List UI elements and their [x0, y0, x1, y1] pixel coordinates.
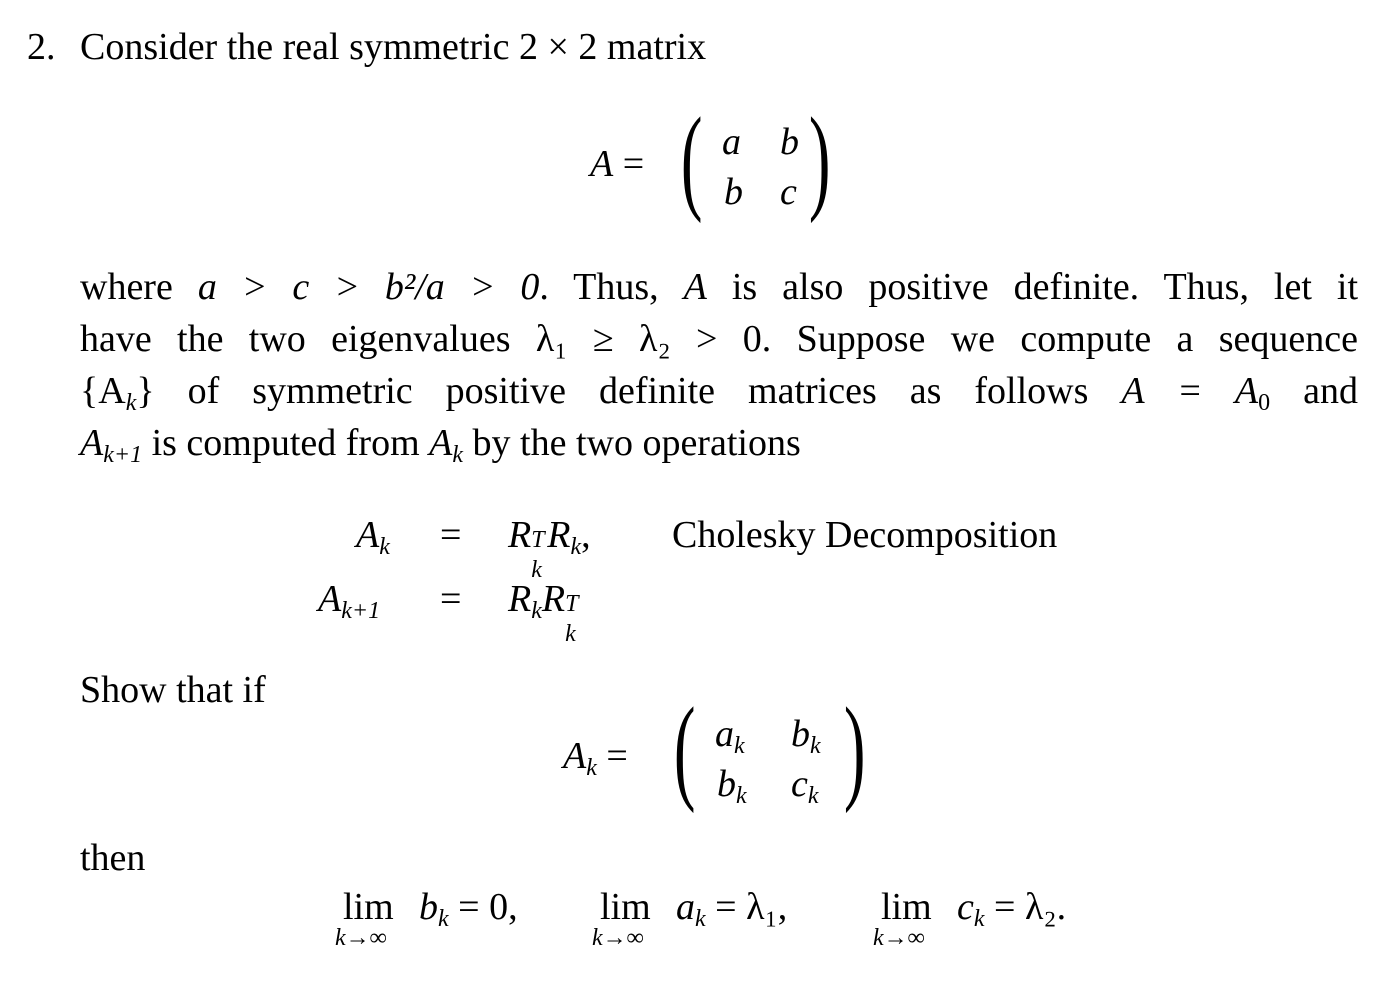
operation-row-1-eq: = [440, 514, 462, 556]
limit-ak-expr: $a_k = \lambda_1$, [676, 886, 788, 932]
matrix-ak-entry-21: $b_k$ [717, 763, 747, 809]
limit-ak-op: lim [600, 886, 651, 928]
paragraph-line-4: $A_{k+1}$ is computed from $A_k$ by the two operations [80, 422, 801, 468]
matrix-a-entry-11: a [722, 121, 741, 163]
then-label: then [80, 837, 146, 879]
paragraph-line-3: $\{A_k\}$ of symmetric positive definite matrices as follows $A = A_0$ and [80, 370, 1358, 416]
limit-ck-op: lim [881, 886, 932, 928]
limit-ck-under: k→∞ [873, 925, 925, 951]
matrix-a-left-paren: ( [680, 93, 703, 224]
matrix-a-right-paren: ) [808, 93, 831, 224]
matrix-ak-entry-11: $a_k$ [715, 713, 745, 759]
operation-row-2-lhs: $A_{k+1}$ [318, 578, 381, 624]
paragraph-line-1: where a > c > b²/a > 0. Thus, A is also positive definite. Thus, let it [80, 266, 1358, 308]
limit-ak [592, 885, 852, 965]
operation-row-1-rhs: R T k $R_k$, [508, 514, 591, 583]
matrix-ak-entry-12: $b_k$ [791, 713, 821, 759]
matrix-ak-left-paren: ( [673, 683, 696, 814]
limit-ck-expr: $c_k = \lambda_2$. [957, 886, 1067, 932]
matrix-a-entry-12: b [780, 121, 799, 163]
matrix-ak-block [563, 683, 883, 820]
matrix-ak-right-paren: ) [843, 683, 866, 814]
matrix-a-block [590, 93, 850, 230]
paragraph-line-2: have the two eigenvalues λ₁ ≥ λ₂ > 0. Suppose we compute a sequence [80, 318, 1358, 360]
limit-ak-under: k→∞ [592, 925, 644, 951]
matrix-ak-entry-22: $c_k$ [791, 763, 819, 809]
show-that-label: Show that if [80, 669, 266, 711]
problem-number: 2. [27, 26, 56, 68]
operation-row-2-eq: = [440, 578, 462, 620]
matrix-a-entry-22: c [780, 171, 797, 213]
limit-bk [335, 885, 575, 965]
limit-bk-expr: $b_k = 0$, [419, 886, 518, 932]
limit-ck [873, 885, 1133, 965]
problem-intro: Consider the real symmetric 2 × 2 matrix [80, 26, 707, 68]
matrix-a-lhs: A = [590, 143, 645, 185]
operation-row-1-lhs: $A_k$ [356, 514, 390, 560]
operation-row-1-note: Cholesky Decomposition [672, 514, 1058, 556]
matrix-a-entry-21: b [724, 171, 743, 213]
matrix-ak-lhs: $A_k$ = [563, 735, 628, 781]
operation-row-2-rhs: $R_kR$ T k [508, 578, 579, 647]
limit-bk-under: k→∞ [335, 925, 387, 951]
limit-bk-op: lim [343, 886, 394, 928]
